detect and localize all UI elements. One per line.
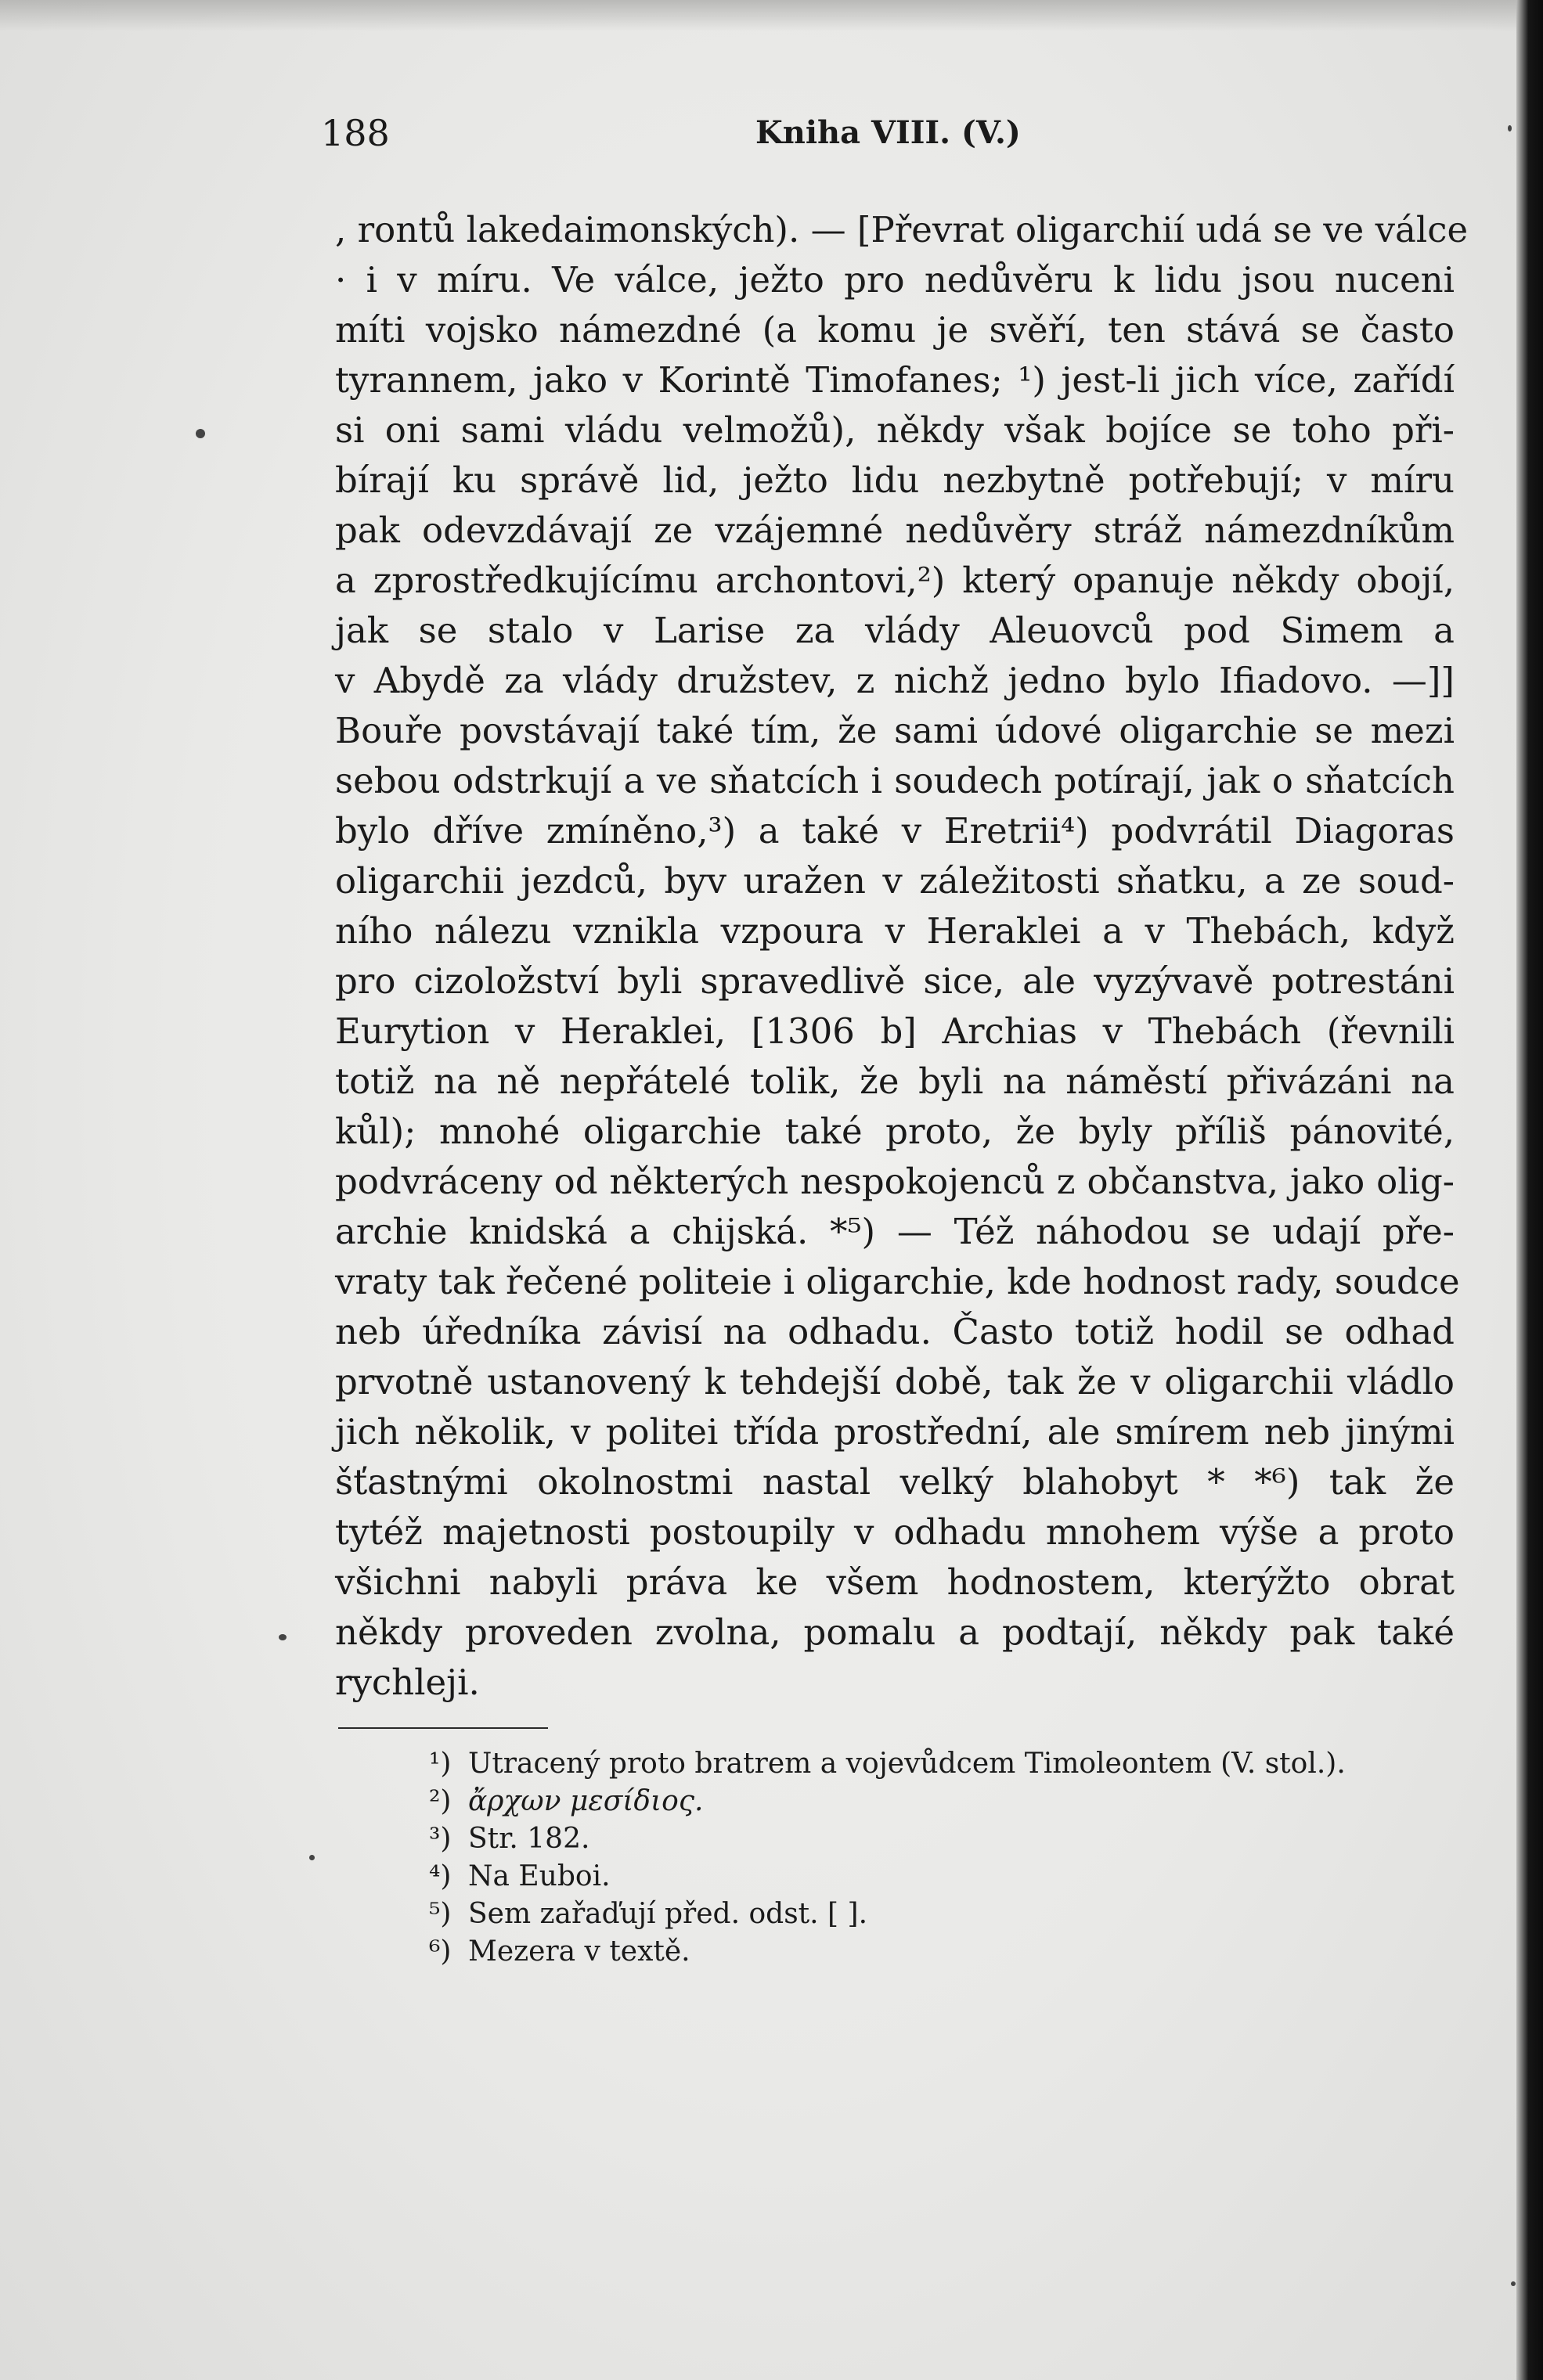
footnote-text: Utracený proto bratrem a vojevůdcem Timoleontem (V. stol.).: [468, 1748, 1346, 1780]
footnote: [429, 1933, 1447, 1971]
text-line: míti vojsko námezdné (a komu je svěří, ten stává se často: [335, 309, 1455, 351]
text-line: oligarchii jezdců, byv uražen v záležitosti sňatku, a ze soud-: [335, 860, 1455, 902]
text-line: pak odevzdávají ze vzájemné nedůvěry stráž námezdníkům: [335, 509, 1455, 551]
text-line: neb úředníka závisí na odhadu. Často totiž hodil se odhad: [335, 1311, 1455, 1352]
text-line: podvráceny od některých nespokojenců z občanstva, jako olig-: [335, 1161, 1455, 1202]
text-line: v Abydě za vlády družstev, z nichž jedno bylo Ifiadovo. —]]: [335, 660, 1455, 701]
footnote-mark: ⁵): [429, 1898, 452, 1930]
text-line: Eurytion v Heraklei, [1306 b] Archias v Thebách (řevnili: [335, 1010, 1455, 1052]
footnote-text: Sem zařaďují před. odst. [ ].: [468, 1898, 868, 1930]
body-text: [335, 205, 1469, 1708]
running-head: Kniha VIII. (V.): [755, 114, 1021, 151]
page-number: 188: [321, 112, 390, 154]
scan-right-edge: [1516, 0, 1543, 2380]
footnote-text: Str. 182.: [468, 1823, 590, 1855]
footnote-mark: ²): [429, 1785, 452, 1817]
footnote-mark: ¹): [429, 1748, 452, 1780]
text-line: si oni sami vládu velmožů), někdy však bojíce se toho při-: [335, 409, 1455, 451]
text-line: ního nálezu vznikla vzpoura v Heraklei a v Thebách, když: [335, 910, 1455, 952]
footnote-mark: ³): [429, 1823, 452, 1855]
text-line: bírají ku správě lid, ježto lidu nezbytně potřebují; v míru: [335, 459, 1455, 501]
text-line: rychleji.: [335, 1662, 480, 1703]
footnote: [429, 1745, 1447, 1783]
footnote-text: Na Euboi.: [468, 1860, 611, 1892]
text-line: totiž na ně nepřátelé tolik, že byli na náměstí přivázáni na: [335, 1060, 1455, 1102]
text-line: prvotně ustanovený k tehdejší době, tak že v oligarchii vládlo: [335, 1361, 1455, 1402]
text-line: tyrannem, jako v Korintě Timofanes; ¹) jest-li jich více, zařídí: [335, 359, 1455, 401]
text-line: a zprostředkujícímu archontovi,²) který opanuje někdy obojí,: [335, 560, 1455, 601]
footnote-text: Mezera v textě.: [468, 1935, 690, 1968]
footnote: [429, 1858, 1447, 1896]
text-line: pro cizoložství byli spravedlivě sice, ale vyzývavě potrestáni: [335, 960, 1455, 1002]
text-line: jak se stalo v Larise za vlády Aleuovců pod Simem a: [335, 610, 1455, 651]
text-line: sebou odstrkují a ve sňatcích i soudech potírají, jak o sňatcích: [335, 760, 1455, 801]
dust-speck: [309, 1855, 315, 1860]
footnote-rule: [338, 1727, 548, 1729]
text-line: někdy proveden zvolna, pomalu a podtají, někdy pak také: [335, 1611, 1455, 1653]
text-line: tytéž majetnosti postoupily v odhadu mnohem výše a proto: [335, 1511, 1455, 1553]
text-line: Bouře povstávají také tím, že sami údové oligarchie se mezi: [335, 710, 1455, 751]
text-line: šťastnými okolnostmi nastal velký blahobyt * *⁶) tak že: [335, 1461, 1455, 1503]
footnote-text: ἄρχων μεσίδιος.: [468, 1785, 704, 1817]
footnote: [429, 1896, 1447, 1933]
text-line: vraty tak řečené politeie i oligarchie, kde hodnost rady, soudce: [335, 1261, 1460, 1302]
text-line: , rontů lakedaimonských). — [Převrat oligarchií udá se ve válce: [335, 209, 1469, 250]
footnote: [429, 1783, 1447, 1820]
footnotes: [429, 1745, 1447, 1971]
footnote-mark: ⁴): [429, 1860, 452, 1892]
scan-top-shadow: [0, 0, 1543, 31]
dust-speck: [196, 429, 205, 438]
text-line: archie knidská a chijská. *⁵) — Též náhodou se udají pře-: [335, 1211, 1455, 1252]
text-line: bylo dříve zmíněno,³) a také v Eretrii⁴) podvrátil Diagoras: [335, 810, 1455, 852]
footnote-mark: ⁶): [429, 1935, 452, 1968]
footnote: [429, 1820, 1447, 1858]
dust-speck: [1511, 2281, 1516, 2286]
text-line: · i v míru. Ve válce, ježto pro nedůvěru k lidu jsou nuceni: [335, 259, 1455, 301]
text-line: jich několik, v politei třída prostřední, ale smírem neb jinými: [335, 1411, 1455, 1453]
dust-speck: [279, 1634, 287, 1640]
text-line: všichni nabyli práva ke všem hodnostem, kterýžto obrat: [335, 1561, 1455, 1603]
page-header: [321, 110, 1448, 157]
dust-speck: [1508, 125, 1512, 131]
text-line: kůl); mnohé oligarchie také proto, že byly příliš pánovité,: [335, 1111, 1455, 1152]
